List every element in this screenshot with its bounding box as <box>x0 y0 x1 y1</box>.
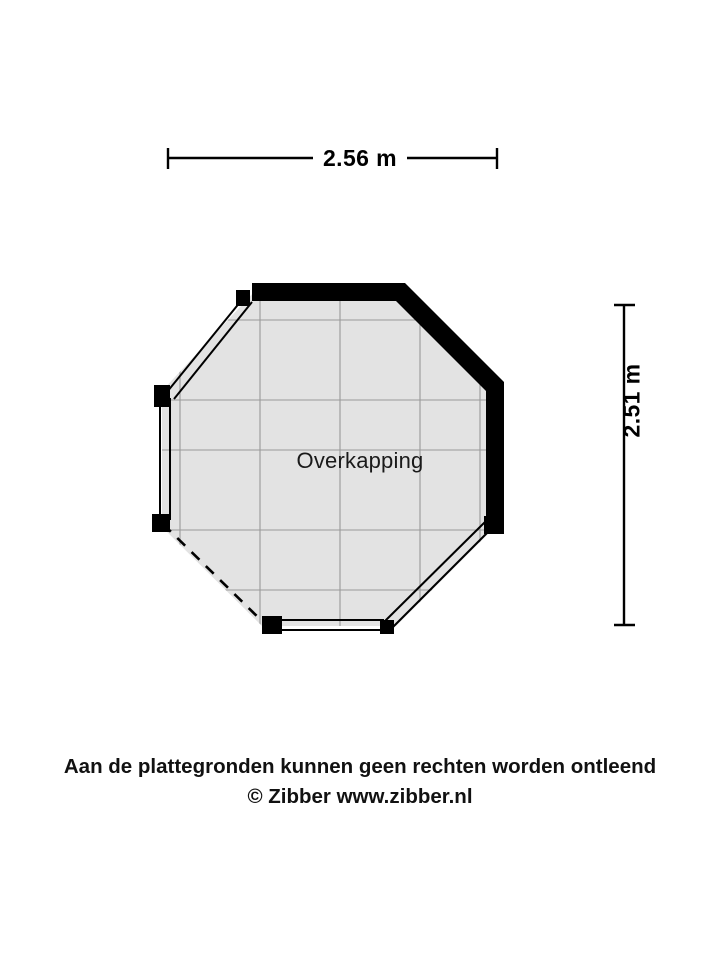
dimension-label-right: 2.51 m <box>618 363 645 438</box>
wall-solid-top <box>252 283 398 301</box>
footer-disclaimer: Aan de plattegronden kunnen geen rechten worden ontleend <box>63 755 657 778</box>
footer-copyright: © Zibber www.zibber.nl <box>247 785 473 808</box>
footer <box>0 752 720 812</box>
dimension-label-top-text: 2.56 m <box>313 145 407 172</box>
room-label-overkapping: Overkapping <box>296 448 424 473</box>
dimension-label-top <box>0 145 720 172</box>
